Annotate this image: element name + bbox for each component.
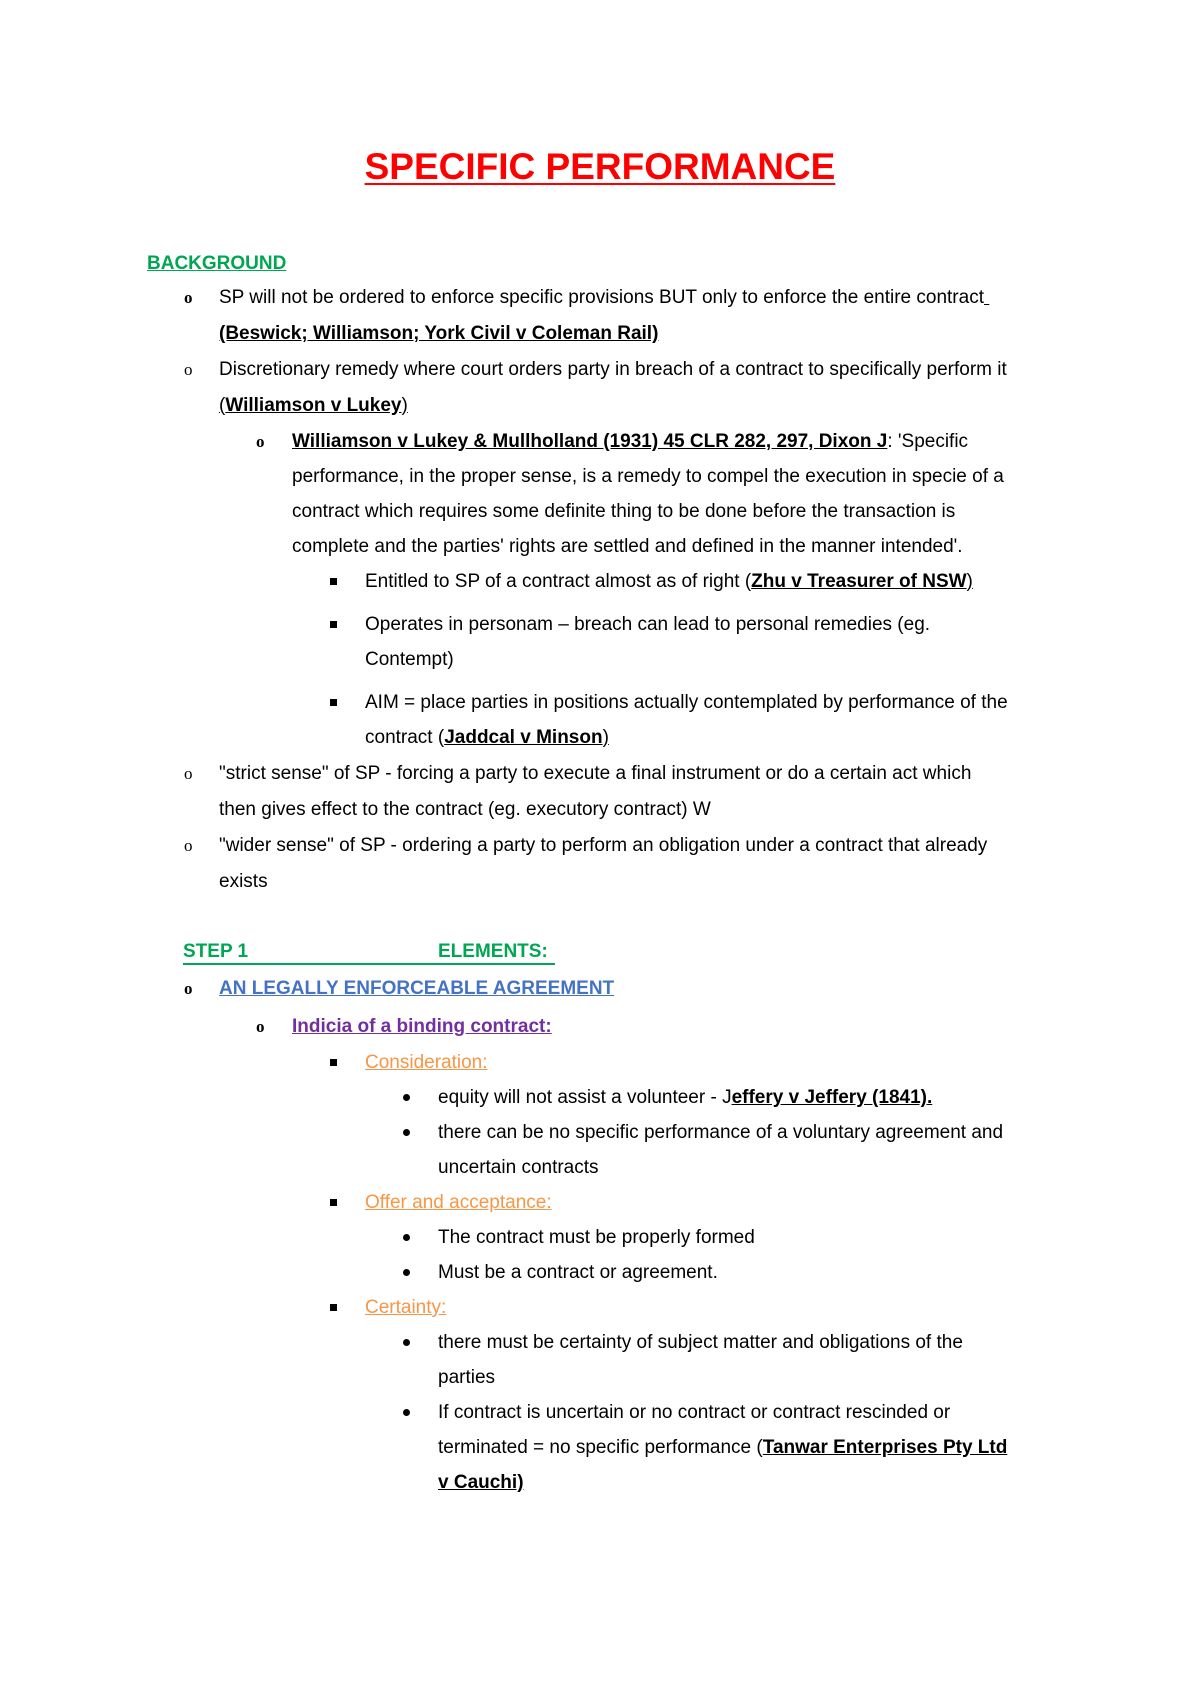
square-item-3-cont	[365, 726, 609, 750]
square-bullet	[330, 1304, 337, 1311]
square-bullet	[330, 699, 337, 706]
item-text: equity will not assist a volunteer - J	[438, 1087, 732, 1108]
case-name: Williamson v Lukey & Mullholland (1931) 45 CLR 282, 297, Dixon J	[292, 431, 888, 452]
background-item-3: "strict sense" of SP - forcing a party to execute a final instrument or do a certain act which	[219, 763, 972, 784]
bullet-o: o	[256, 1017, 265, 1036]
square-bullet	[330, 1059, 337, 1066]
case-name: Jaddcal v Minson	[444, 727, 603, 748]
bullet-o: o	[184, 360, 193, 379]
elements-label: ELEMENTS:	[438, 941, 548, 962]
square-item-2: Operates in personam – breach can lead to personal remedies (eg.	[365, 614, 931, 635]
quote-line: contract which requires some definite thing to be done before the transaction is	[292, 501, 956, 522]
paren: )	[966, 571, 973, 592]
bullet-o: o	[184, 288, 193, 307]
background-item-2: Discretionary remedy where court orders party in breach of a contract to specifically perform it	[219, 359, 1007, 380]
agreement-heading: AN LEGALLY ENFORCEABLE AGREEMENT	[219, 978, 615, 999]
quote-line: performance, in the proper sense, is a remedy to compel the execution in specie of a	[292, 466, 1004, 487]
offer-item-2: Must be a contract or agreement.	[438, 1262, 718, 1283]
step-label: STEP 1	[183, 941, 249, 962]
background-item-4: "wider sense" of SP - ordering a party to perform an obligation under a contract that already	[219, 835, 988, 856]
background-item-3-cont: then gives effect to the contract (eg. executory contract) W	[219, 799, 711, 820]
consideration-item-1	[438, 1086, 932, 1110]
sub-item-quote	[292, 430, 968, 454]
item-text: SP will not be ordered to enforce specific provisions BUT only to enforce the entire contract	[219, 287, 984, 308]
certainty-item-2: If contract is uncertain or no contract or contract rescinded or	[438, 1402, 951, 1423]
case-citation: (Beswick; Williamson; York Civil v Coleman Rail)	[219, 323, 659, 344]
consideration-item-2: there can be no specific performance of a voluntary agreement and	[438, 1122, 1004, 1143]
item-text: contract (	[365, 727, 445, 748]
bullet-o: o	[256, 432, 265, 451]
consideration-heading: Consideration:	[365, 1052, 488, 1073]
bullet-o: o	[184, 764, 193, 783]
background-heading: BACKGROUND	[147, 253, 287, 274]
bullet-o: o	[184, 836, 193, 855]
round-bullet	[403, 1409, 410, 1416]
item-text: Entitled to SP of a contract almost as of right (	[365, 571, 752, 592]
case-name: effery v Jeffery (1841).	[731, 1087, 933, 1108]
square-bullet	[330, 1199, 337, 1206]
square-item-3: AIM = place parties in positions actually contemplated by performance of the	[365, 692, 1008, 713]
square-item-1	[365, 570, 973, 594]
square-bullet	[330, 621, 337, 628]
round-bullet	[403, 1339, 410, 1346]
round-bullet	[403, 1234, 410, 1241]
case-name: Zhu v Treasurer of NSW	[751, 571, 967, 592]
round-bullet	[403, 1129, 410, 1136]
case-name-cont: v Cauchi)	[438, 1472, 524, 1493]
square-bullet	[330, 578, 337, 585]
paren: )	[401, 395, 408, 416]
document-title: SPECIFIC PERFORMANCE	[364, 146, 836, 187]
offer-heading: Offer and acceptance:	[365, 1192, 552, 1213]
round-bullet	[403, 1094, 410, 1101]
quote-line: complete and the parties' rights are settled and defined in the manner intended'.	[292, 536, 963, 557]
consideration-item-2-cont: uncertain contracts	[438, 1157, 599, 1178]
background-item-4-cont: exists	[219, 871, 268, 892]
quote-text: : 'Specific	[887, 431, 969, 452]
certainty-item-2-cont	[438, 1436, 1007, 1460]
case-name: Williamson v Lukey	[225, 395, 402, 416]
case-name: Tanwar Enterprises Pty Ltd	[762, 1437, 1008, 1458]
step-underline	[183, 963, 555, 965]
paren: )	[602, 727, 609, 748]
item-text: terminated = no specific performance (	[438, 1437, 763, 1458]
background-item-1	[219, 286, 989, 310]
certainty-heading: Certainty:	[365, 1297, 447, 1318]
square-item-2-cont: Contempt)	[365, 649, 454, 670]
offer-item-1: The contract must be properly formed	[438, 1227, 755, 1248]
bullet-o: o	[184, 979, 193, 998]
round-bullet	[403, 1269, 410, 1276]
certainty-item-1: there must be certainty of subject matter and obligations of the	[438, 1332, 963, 1353]
paren: (	[219, 395, 226, 416]
indicia-heading: Indicia of a binding contract:	[292, 1016, 552, 1037]
case-citation-line	[219, 394, 408, 418]
certainty-item-1-cont: parties	[438, 1367, 496, 1388]
